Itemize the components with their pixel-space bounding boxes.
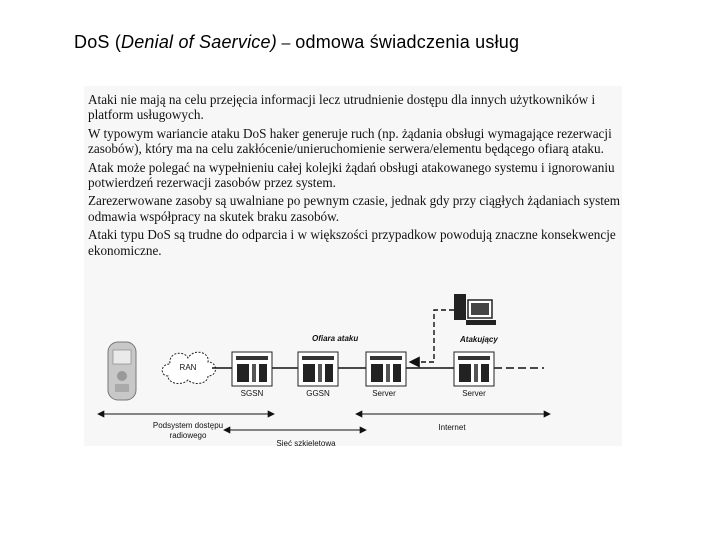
network-diagram <box>84 280 624 450</box>
attacker-computer-icon <box>454 294 496 325</box>
ggsn-label: GGSN <box>306 389 330 398</box>
segment-radio-label-1: Podsystem dostępu <box>152 421 224 430</box>
server-2-icon <box>454 352 494 386</box>
paragraph-2: W typowym wariancie ataku DoS haker generuje ruch (np. żądania obsługi wymagające rezerwacji zasobów), który ma na celu zakłócenie/unieruchomienie serwera/elementu będącego ofiarą ataku. <box>88 125 612 157</box>
segment-internet-label: Internet <box>438 423 466 432</box>
sgsn-label: SGSN <box>240 389 264 398</box>
server-2-label: Server <box>462 389 486 398</box>
text-block <box>88 92 628 261</box>
sgsn-server-icon <box>232 352 272 386</box>
slide-title <box>74 32 694 53</box>
victim-label: Ofiara ataku <box>312 334 359 343</box>
paragraph-3: Atak może polegać na wypełnieniu całej kolejki żądań obsługi atakowanego systemu i ignorowaniu potwierdzeń rezerwacji zasobów przez system. <box>88 159 615 191</box>
title-part2: – <box>276 35 296 52</box>
title-part1: DoS ( <box>74 32 122 52</box>
title-part3: odmowa świadczenia usług <box>295 32 520 52</box>
paragraph-4: Zarezerwowane zasoby są uwalniane po pewnym czasie, jednak gdy przy ciągłych żądaniach system odmawia współpracy na skutek braku zasobów. <box>88 193 621 224</box>
server-1-label: Server <box>372 389 396 398</box>
paragraph-1: Ataki nie mają na celu przejęcia informacji lecz utrudnienie dostępu dla innych użytkowników i platform usługowych. <box>88 92 596 123</box>
server-1-icon <box>366 352 406 386</box>
paragraph-5: Ataki typu DoS są trudne do odparcia i w większości przypadkow powodują znaczne konsekwencje ekonomiczne. <box>88 227 616 258</box>
title-italic: Denial of Saervice) <box>121 32 277 52</box>
mobile-phone-icon <box>108 342 136 400</box>
ran-label: RAN <box>179 363 197 372</box>
segment-radio-label-2: radiowego <box>169 431 207 440</box>
attack-path-arrow <box>410 310 454 362</box>
segment-backbone-label: Sieć szkieletowa <box>276 439 336 448</box>
attacker-label: Atakujący <box>460 335 498 344</box>
ggsn-server-icon <box>298 352 338 386</box>
